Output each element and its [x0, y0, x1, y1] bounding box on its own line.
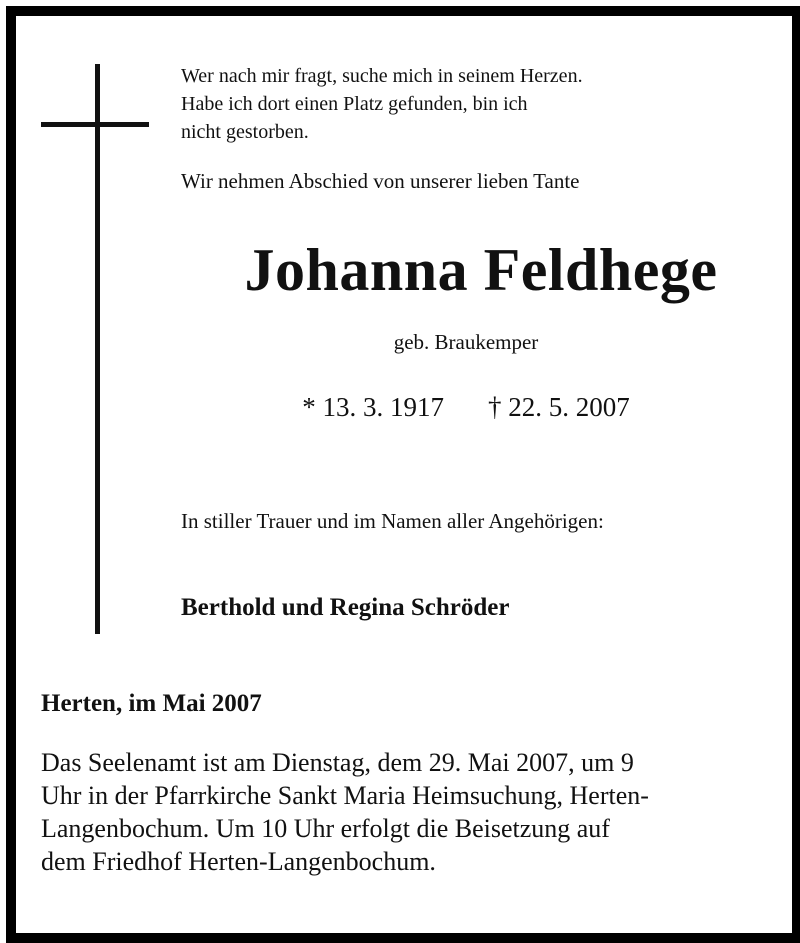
- deceased-name: Johanna Feldhege: [244, 237, 718, 303]
- poem-line: Habe ich dort einen Platz gefunden, bin ich: [181, 93, 528, 115]
- service-line: Das Seelenamt ist am Dienstag, dem 29. Mai 2007, um 9: [41, 748, 634, 777]
- service-line: Langenbochum. Um 10 Uhr erfolgt die Beisetzung auf: [41, 814, 610, 843]
- poem-line: nicht gestorben.: [181, 121, 309, 143]
- birth-name: geb. Braukemper: [393, 330, 539, 354]
- death-date: † 22. 5. 2007: [488, 392, 630, 422]
- farewell-intro: Wir nehmen Abschied von unserer lieben Tante: [181, 169, 580, 193]
- service-line: Uhr in der Pfarrkirche Sankt Maria Heimsuchung, Herten-: [41, 781, 649, 810]
- funeral-service-info: [41, 746, 771, 878]
- signers: Berthold und Regina Schröder: [181, 594, 510, 621]
- service-line: dem Friedhof Herten-Langenbochum.: [41, 847, 436, 876]
- cross-vertical-bar: [95, 64, 100, 634]
- mourning-line: In stiller Trauer und im Namen aller Angehörigen:: [181, 509, 604, 533]
- cross-horizontal-bar: [41, 122, 149, 127]
- place-date: Herten, im Mai 2007: [41, 690, 262, 717]
- obituary-notice: [6, 6, 800, 943]
- birth-date: * 13. 3. 1917: [302, 392, 444, 422]
- life-dates: [181, 390, 751, 424]
- poem-line: Wer nach mir fragt, suche mich in seinem Herzen.: [181, 65, 583, 87]
- memorial-poem: [181, 62, 583, 146]
